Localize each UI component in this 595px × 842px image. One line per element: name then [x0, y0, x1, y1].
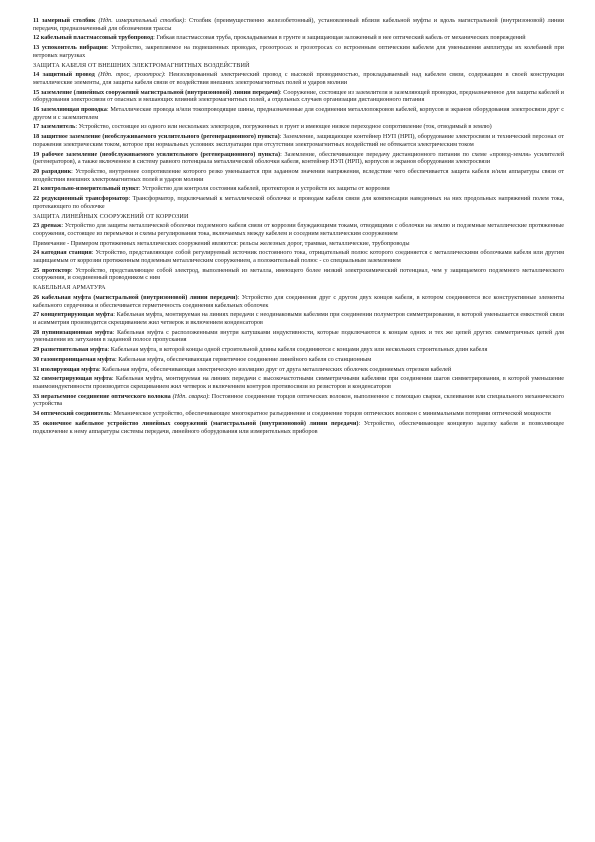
- definition-text: : Столбик (преимущественно железобетонный), установленный вблизи кабельной муфты и вдоль магистральной (внутризоновой) линии передачи, предназначенный для обозначения трассы: [33, 17, 564, 32]
- definition-text: : Сооружение, состоящее из заземлителя и заземляющей проводки, предназначенное для защиты кабелей и оборудования электросвязи от опасных и мешающих влияний электромагнитных полей, а отдельных случаев организации дистанционного питания: [33, 88, 564, 104]
- term-entry: [33, 294, 564, 309]
- term-name: 16 заземляющая проводка: [33, 106, 107, 114]
- definition-text: : Заземление, обеспечивающее передачу дистанционного питания по схеме «провод-земля» усилителей (регенераторов), а также включенное в систему равного потенциала металлической оболочки кабеля, контейнер НУП (НРП), корпусов и экранов оборудования электросвязи: [33, 150, 564, 166]
- term-name: 31 изолирующая муфта: [33, 365, 99, 373]
- term-name: 35 оконечное кабельное устройство линейных сооружений (магистральной (внутризоновой) линии передачи): [33, 419, 359, 427]
- term-name: 25 протектор: [33, 266, 71, 274]
- term-entry: [33, 123, 564, 131]
- definition-text: : Устройство для защиты металлической оболочки подземного кабеля связи от коррозии блуждающими токами, отводящими с оболочки на землю и подземные металлические протяженные сооружения, состоящее из перемычки и схемы регулирования тока, включаемых между кабелем и соседним металлическим сооружением: [33, 222, 564, 237]
- term-entry: [33, 151, 564, 166]
- definition-text: : Кабельная муфта, в которой концы одной строительной длины кабеля соединяются с концами двух или нескольких строительных длин кабеля: [107, 346, 488, 354]
- term-entry: [33, 106, 564, 121]
- term-entry: [33, 44, 564, 59]
- definition-text: : Заземление, защищающее контейнер НУП (НРП), оборудование электросвязи и технический персонал от поражения электрическим током, которое при нормальных условиях эксплуатации при отсутствии электромагнитных воздействий не обтекается электрическим током: [33, 133, 564, 148]
- term-name: 22 редукционный трансформатор: [33, 195, 129, 203]
- term-name: 23 дренаж: [33, 222, 62, 230]
- term-name: 29 разветвительная муфта: [33, 346, 108, 354]
- term-name: 27 концентрирующая муфта: [33, 311, 114, 319]
- term-entry: [33, 89, 564, 104]
- definition-text: : Гибкая пластмассовая труба, прокладываемая в грунте и защищающая заложенный в нее оптический кабель от механических повреждений: [153, 34, 526, 42]
- definition-text: : Устройство для контроля состояния кабелей, протекторов и устройств их защиты от коррозии: [138, 185, 390, 193]
- term-entry: [33, 195, 564, 210]
- term-entry: [33, 71, 564, 86]
- term-name: 11 замерный столбик: [33, 17, 96, 24]
- term-note: (Ндп. сварка): [172, 392, 209, 400]
- term-entry: [33, 375, 564, 390]
- definition-text: : Устройство, состоящее из одного или нескольких электродов, погруженных в грунт и имеющее низкое переходное сопротивление (ток, отводимый в землю): [75, 123, 492, 131]
- term-name: 19 рабочее заземление (необслуживаемого усилительного (регенерационного) пункта): [33, 150, 281, 158]
- definition-text: : Механическое устройство, обеспечивающее многократное разъединение и соединение торцов оптических волокон с минимальными потерями оптической мощности: [110, 410, 551, 418]
- term-name: 14 защитный провод: [33, 71, 95, 79]
- term-entry: [33, 311, 564, 326]
- definition-text: : Трансформатор, подключаемый к металлической оболочке и проводам кабеля связи для компенсации наведенных на них продольных напряжений полем тока, протекающего по оболочке: [33, 195, 564, 210]
- section-heading: КАБЕЛЬНАЯ АРМАТУРА: [33, 284, 106, 292]
- term-name: 32 симметрирующая муфта: [33, 375, 112, 383]
- term-name: 20 разрядник: [33, 167, 72, 175]
- term-entry: [33, 185, 564, 193]
- term-name: 13 успокоитель вибрации: [33, 44, 107, 52]
- definition-text: : Устройство, внутреннее сопротивление которого резко уменьшается при заданном значении напряжения, вследствие чего обеспечивается защита кабеля и/или аппаратуры связи от воздействия внешних электромагнитных полей и ударов молнии: [33, 167, 564, 183]
- term-entry: [33, 366, 564, 374]
- definition-text: : Кабельная муфта, обеспечивающая герметичное соединение линейного кабеля со станционным: [114, 355, 372, 363]
- term-entry: [33, 410, 564, 418]
- term-name: 33 неразъемное соединение оптического волокна: [33, 392, 171, 400]
- term-name: 17 заземлитель: [33, 123, 76, 131]
- definition-text: : Устройство, представляющее собой регулируемый источник постоянного тока, отрицательный полюс которого соединяется с металлическими оболочками кабеля или другим защищаемым от коррозии протяженным подземным металлическим сооружением, а положительный полюс - со специальным заземлением: [33, 249, 564, 265]
- term-entry: [33, 393, 564, 408]
- term-entry: [33, 346, 564, 354]
- term-entry: [33, 249, 564, 264]
- definition-text: Примечание - Примером протяженных металлических сооружений являются: рельсы железных дорог, трамваи, металлические, трубопроводы: [33, 239, 410, 247]
- term-entry: [33, 329, 564, 344]
- term-name: 24 катодная станция: [33, 249, 92, 257]
- term-entry: [33, 222, 564, 237]
- term-name: 12 кабельный пластмассовый трубопровод: [33, 34, 154, 42]
- section-heading: ЗАЩИТА КАБЕЛЯ ОТ ВНЕШНИХ ЭЛЕКТРОМАГНИТНЫХ ВОЗДЕЙСТВИЙ: [33, 61, 250, 69]
- note-paragraph: [33, 240, 564, 248]
- term-name: 26 кабельная муфта (магистральной (внутризоновой) линии передачи): [33, 293, 238, 301]
- term-entry: [33, 133, 564, 148]
- term-entry: [33, 168, 564, 183]
- term-name: 34 оптический соединитель: [33, 410, 111, 418]
- term-entry: [33, 34, 564, 42]
- section-heading: ЗАЩИТА ЛИНЕЙНЫХ СООРУЖЕНИЙ ОТ КОРРОЗИИ: [33, 212, 189, 220]
- definition-text: : Металлические провода и/или токопроводящие шины, предназначенные для соединения металлопокровов кабелей, корпусов и экранов оборудования электросвязи друг с другом и с заземлителем: [33, 106, 564, 121]
- term-name: 18 защитное заземление (необслуживаемого усилительного (регенерационного) пункта): [33, 133, 280, 141]
- term-name: 21 контрольно-измерительный пункт: [33, 185, 139, 193]
- definition-text: : Устройство, закрепляемое на подвешенных проводах, грозотросах и грозотросах со встроенным оптическим кабелем для уменьшения амплитуды их колебаний при ветровых нагрузках: [33, 44, 564, 59]
- definition-text: : Постоянное соединение торцов оптических волокон, выполненное с помощью сварки, склеивания или специального механического устройства: [33, 392, 564, 408]
- definition-text: : Устройство для соединения друг с другом двух концов кабеля, в котором соединяются все конструктивные элементы кабельного сердечника и обеспечивается герметичность соединения кабельных оболочек: [33, 293, 565, 309]
- term-name: 30 газонепроницаемая муфта: [33, 355, 115, 363]
- definition-text: : Устройство, обеспечивающее концевую заделку кабеля и позволяющее подключение к нему аппаратуры системы передачи, линейного оборудования или измерительных приборов: [33, 419, 564, 435]
- definition-text: : Кабельная муфта, монтируемая на линиях передачи с высокочастотными симметричными кабелями при соединении шагов симметрирования, в которой уменьшение взаимоиндуктивности производится скрещиванием жил четверок и включением контуров противосвязи из резисторов и конденсаторов: [33, 375, 564, 391]
- term-entry: [33, 420, 564, 435]
- definition-text: : Кабельная муфта, обеспечивающая электрическую изоляцию друг от друга металлических оболочек соединяемых отрезков кабелей: [98, 365, 452, 373]
- term-name: 28 пупинизационная муфта: [33, 328, 113, 336]
- term-entry: [33, 356, 564, 364]
- definition-text: : Кабельная муфта, монтируемая на линиях передачи с неодинаковыми кабелями при соединении полуметров симметрирования, в которой уменьшается емкостной связи и асимметрия производится скрещиванием жил четверок и включением конденсаторов: [33, 311, 564, 326]
- term-name: 15 заземление (линейных сооружений магистральной (внутризоновой) линии передачи): [33, 88, 280, 96]
- definition-text: : Устройство, представляющее собой электрод, выполненный из металла, имеющего более низкий электрохимический потенциал, чем у защищаемого подземного металлического сооружения, и соединенный проводником с ним: [33, 266, 564, 282]
- term-entry: [33, 267, 564, 282]
- definition-text: : Неизолированный электрический провод с высокой проводимостью, прокладываемый над кабелем связи, содержащим в своей конструкции металлические элементы, для защиты кабеля связи от воздействия внешних электромагнитных полей и ударов молнии: [33, 71, 564, 86]
- definition-text: : Кабельная муфта с расположенными внутри катушками индуктивности, которые подключаются к концам одних и тех же цепей других симметричных цепей для уменьшения их затухания в заданной полосе пропускания: [33, 328, 564, 344]
- term-note: (Ндп. измерительный столбик): [98, 17, 185, 24]
- term-note: (Ндп. трос, грозотрос): [98, 71, 164, 79]
- term-entry: [33, 17, 564, 32]
